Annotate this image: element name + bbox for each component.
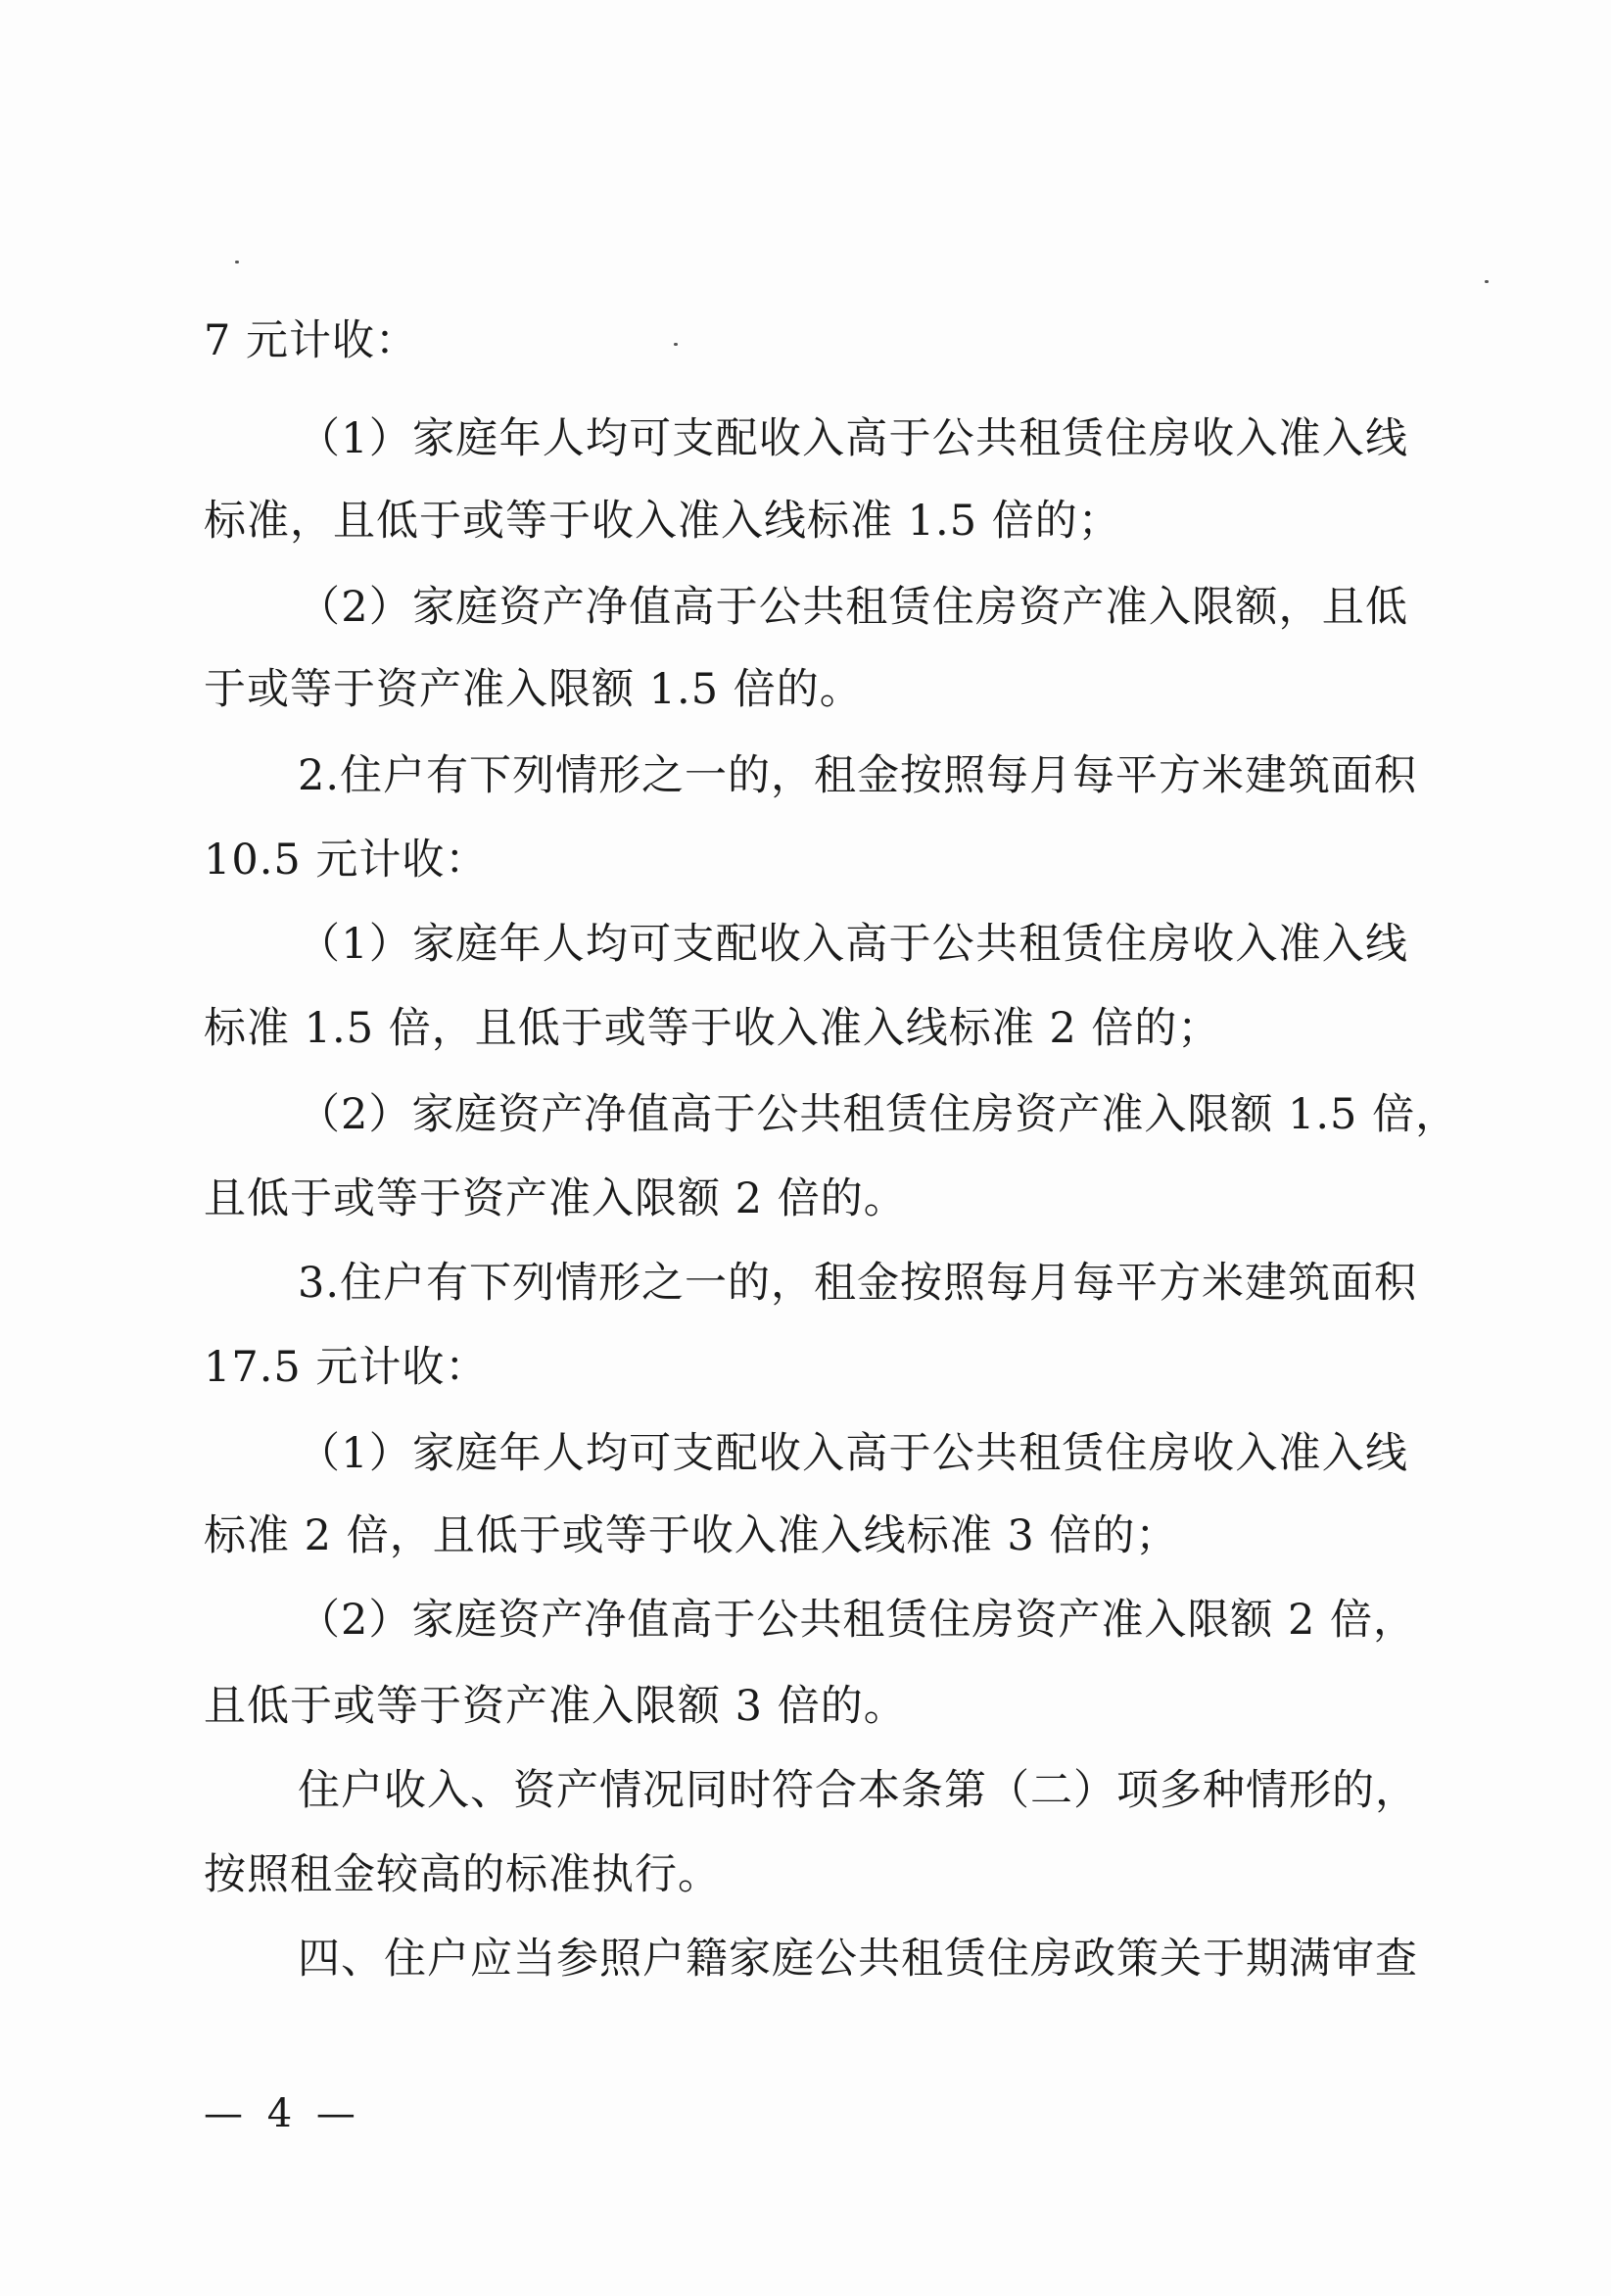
text-line: 10.5 元计收： [204,836,489,885]
text-line: （1）家庭年人均可支配收入高于公共租赁住房收入准入线 [298,920,1408,969]
text-line: 7 元计收： [204,316,419,365]
page-number: — 4 — [204,2091,361,2136]
text-line: （1）家庭年人均可支配收入高于公共租赁住房收入准入线 [298,1429,1408,1478]
text-line: 2.住户有下列情形之一的，租金按照每月每平方米建筑面积 [298,751,1418,800]
text-line: 标准，且低于或等于收入准入线标准 1.5 倍的； [204,497,1121,546]
text-line: 于或等于资产准入限额 1.5 倍的。 [204,665,863,714]
text-line: （2）家庭资产净值高于公共租赁住房资产准入限额 2 倍， [298,1596,1417,1645]
text-line: 3.住户有下列情形之一的，租金按照每月每平方米建筑面积 [298,1259,1418,1308]
text-line: 标准 2 倍，且低于或等于收入准入线标准 3 倍的； [204,1511,1179,1560]
text-line: 住户收入、资产情况同时符合本条第（二）项多种情形的， [298,1766,1418,1815]
scan-speck [1485,280,1489,283]
text-line: （1）家庭年人均可支配收入高于公共租赁住房收入准入线 [298,414,1408,463]
text-line: 且低于或等于资产准入限额 2 倍的。 [204,1174,907,1223]
text-line: 17.5 元计收： [204,1343,489,1392]
text-line: 四、住户应当参照户籍家庭公共租赁住房政策关于期满审查 [298,1935,1418,1984]
text-line: 按照租金较高的标准执行。 [204,1850,721,1899]
text-line: 标准 1.5 倍，且低于或等于收入准入线标准 2 倍的； [204,1004,1221,1053]
text-line: 且低于或等于资产准入限额 3 倍的。 [204,1682,907,1731]
scan-speck [235,261,239,263]
text-line: （2）家庭资产净值高于公共租赁住房资产准入限额，且低 [298,583,1408,632]
text-line: （2）家庭资产净值高于公共租赁住房资产准入限额 1.5 倍， [298,1090,1459,1139]
